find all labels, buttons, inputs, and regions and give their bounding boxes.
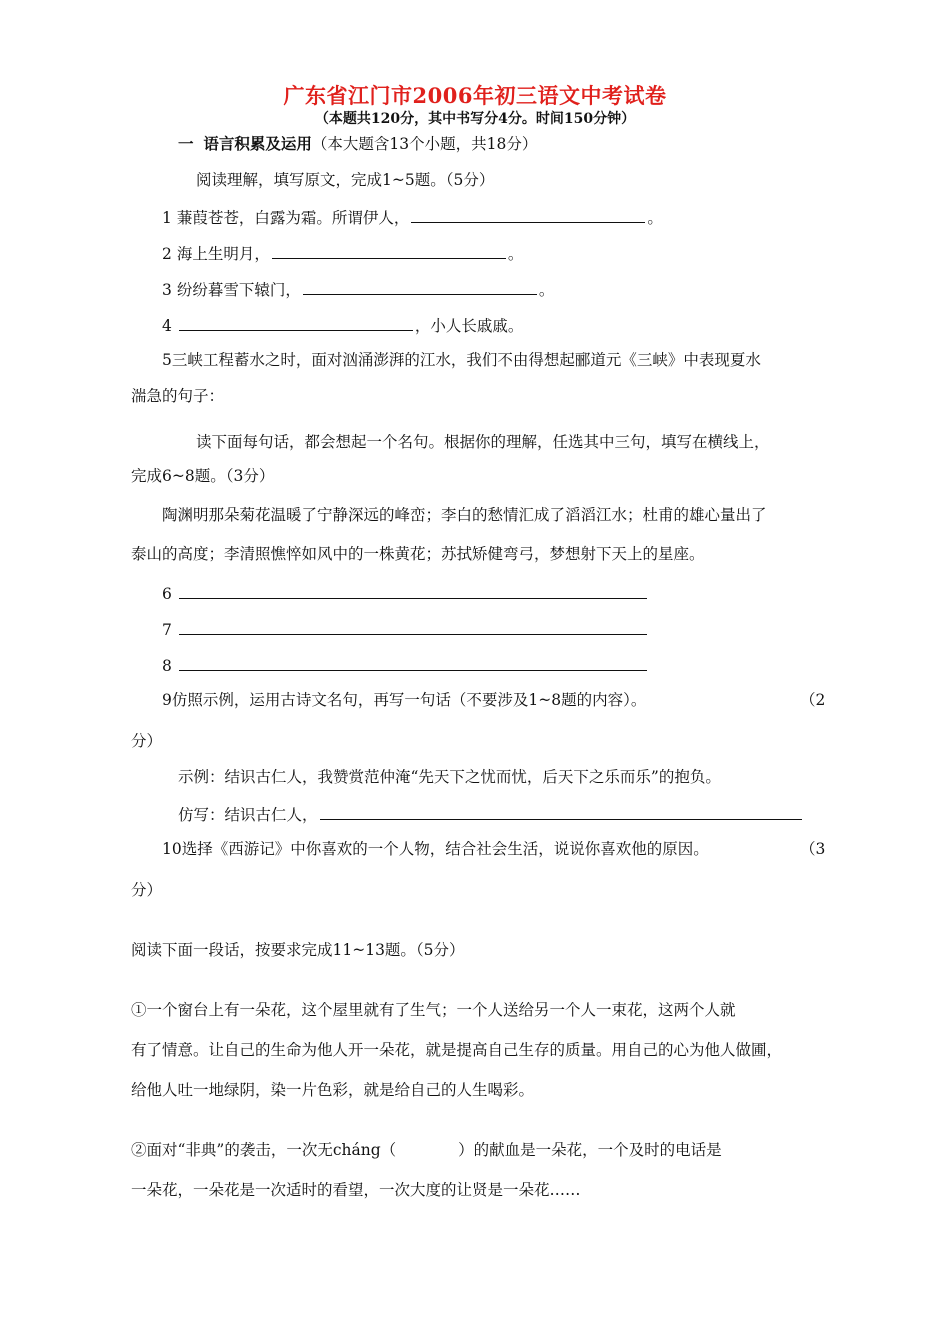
question-2 <box>162 242 523 264</box>
q1-answer-blank[interactable] <box>411 206 645 223</box>
q2-answer-blank[interactable] <box>272 242 506 259</box>
q4-answer-blank[interactable] <box>179 314 413 331</box>
q3-end: 。 <box>538 281 555 299</box>
q1-end: 。 <box>647 209 663 227</box>
section-title: 语言积累及运用 <box>203 134 312 153</box>
paragraph2-line1-end: ）的献血是一朵花，一个及时的电话是 <box>458 1141 722 1159</box>
q4-end: ，小人长戚戚。 <box>414 317 524 335</box>
group2-intro-line1: 读下面每句话，都会想起一个名句。根据你的理解，任选其中三句，填写在横线上， <box>196 433 770 451</box>
q8-number: 8 <box>162 657 172 675</box>
paragraph2-line2: 一朵花，一朵花是一次适时的看望，一次大度的让贤是一朵花…… <box>131 1181 581 1199</box>
section-note: （本大题含13个小题，共18分） <box>311 135 538 153</box>
q3-answer-blank[interactable] <box>303 278 537 295</box>
q4-number: 4 <box>162 317 172 335</box>
q10-score-a: （3 <box>800 840 826 858</box>
q6-answer-blank[interactable] <box>179 582 647 599</box>
q2-text: 海上生明月， <box>176 245 270 263</box>
question-5-line1: 5三峡工程蓄水之时，面对汹涌澎湃的江水，我们不由得想起郦道元《三峡》中表现夏水 <box>162 351 761 369</box>
paragraph1-line3: 给他人吐一地绿阴，染一片色彩，就是给自己的人生喝彩。 <box>131 1081 535 1099</box>
group2-intro-line2: 完成6~8题。（3分） <box>131 467 275 485</box>
exam-title: 广东省江门市2006年初三语文中考试卷 <box>283 83 667 108</box>
question-4 <box>162 314 523 336</box>
question-1 <box>162 206 663 228</box>
question-9: 9仿照示例，运用古诗文名句，再写一句话（不要涉及1~8题的内容）。 <box>162 691 647 709</box>
q2-end: 。 <box>507 245 524 263</box>
q9-answer-blank[interactable] <box>320 803 802 820</box>
q6-number: 6 <box>162 585 172 603</box>
q9-score-b: 分） <box>131 732 163 750</box>
passage-line2: 泰山的高度；李清照憔悴如风中的一株黄花；苏拭矫健弯弓，梦想射下天上的星座。 <box>131 545 705 563</box>
q7-number: 7 <box>162 621 172 639</box>
q9-imitate-label: 仿写：结识古仁人， <box>178 806 318 824</box>
q9-example: 示例：结识古仁人，我赞赏范仲淹“先天下之忧而忧，后天下之乐而乐”的抱负。 <box>178 768 721 786</box>
question-6 <box>162 582 649 604</box>
question-10: 10选择《西游记》中你喜欢的一个人物，结合社会生活，说说你喜欢他的原因。 <box>162 840 709 858</box>
section-heading <box>178 134 537 154</box>
question-3 <box>162 278 554 300</box>
paragraph2-line1-start: ②面对“非典”的袭击，一次无cháng（ <box>131 1141 397 1159</box>
passage-line1: 陶渊明那朵菊花温暖了宁静深远的峰峦；李白的愁情汇成了滔滔江水；杜甫的雄心量出了 <box>162 506 767 524</box>
q3-number: 3 <box>162 281 172 299</box>
paragraph1-line1: ①一个窗台上有一朵花，这个屋里就有了生气；一个人送给另一个人一束花，这两个人就 <box>131 1001 736 1019</box>
q3-text: 纷纷暮雪下辕门， <box>176 281 301 299</box>
q2-number: 2 <box>162 245 172 263</box>
q9-score-a: （2 <box>800 691 826 709</box>
group3-intro: 阅读下面一段话，按要求完成11~13题。（5分） <box>131 941 465 959</box>
q9-imitate <box>178 803 804 825</box>
q7-answer-blank[interactable] <box>179 618 647 635</box>
q1-number: 1 <box>162 209 172 227</box>
paragraph2-line1 <box>131 1140 722 1160</box>
q10-score-b: 分） <box>131 881 163 899</box>
q1-text: 蒹葭苍苍，白露为霜。所谓伊人， <box>176 209 410 227</box>
question-7 <box>162 618 649 640</box>
question-8 <box>162 654 649 676</box>
paragraph1-line2: 有了情意。让自己的生命为他人开一朵花，就是提高自己生存的质量。用自己的心为他人做圃， <box>131 1041 783 1059</box>
section-number: 一 <box>178 134 194 153</box>
question-5-line2: 湍急的句子： <box>131 387 225 405</box>
q8-answer-blank[interactable] <box>179 654 647 671</box>
exam-subtitle: （本题共120分，其中书写分4分。时间150分钟） <box>314 111 636 127</box>
group1-intro: 阅读理解，填写原文，完成1~5题。（5分） <box>196 171 495 189</box>
